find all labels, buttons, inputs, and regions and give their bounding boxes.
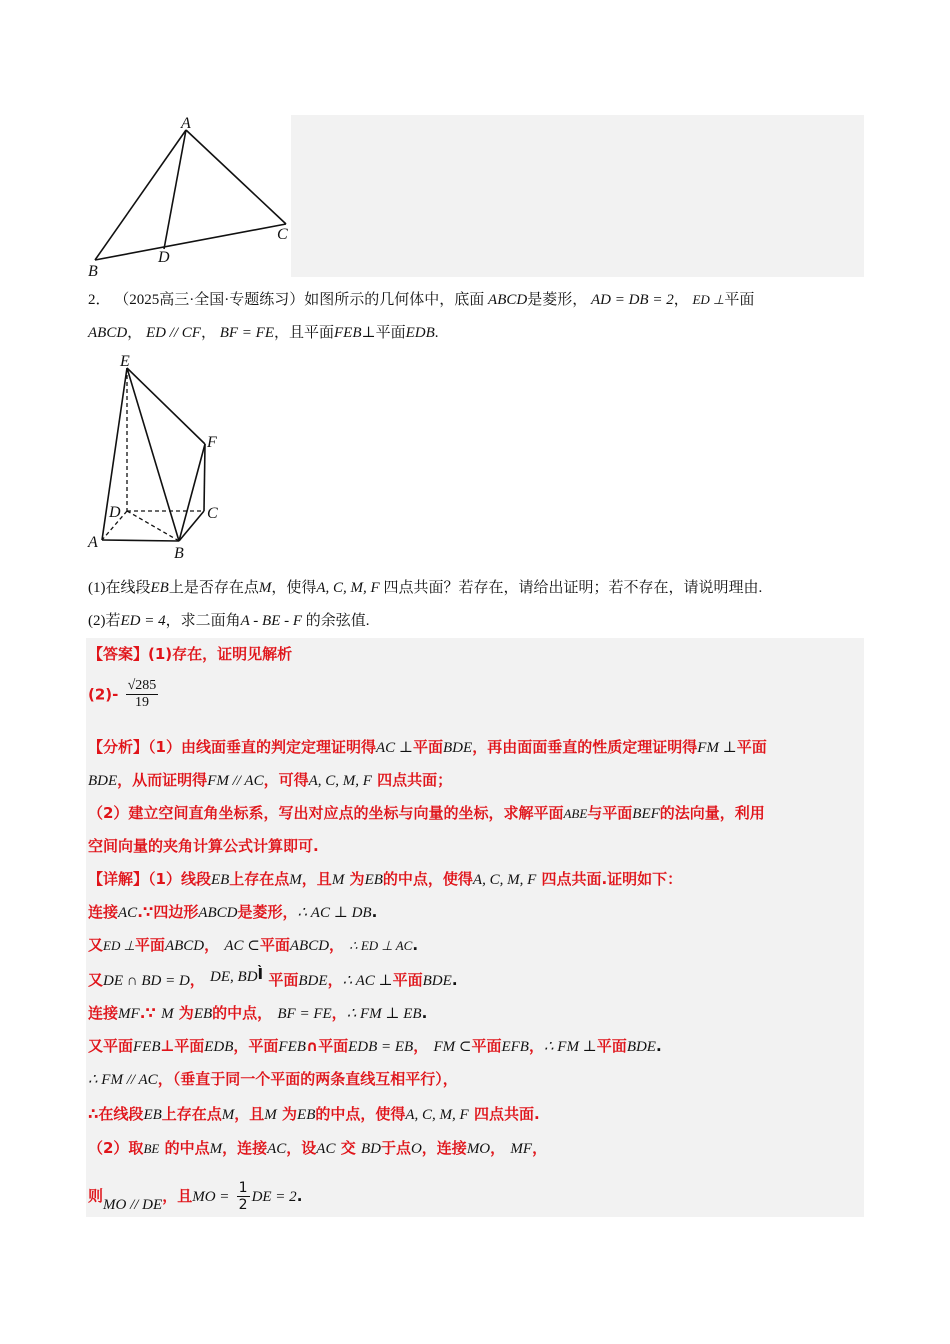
math: BDE bbox=[422, 973, 452, 989]
math: BF = FE bbox=[219, 325, 274, 341]
text: 平面 bbox=[134, 936, 165, 954]
math: EFB bbox=[501, 1039, 529, 1055]
math: DE = 2 bbox=[251, 1189, 297, 1205]
text: . bbox=[296, 1187, 303, 1205]
text: ，连接 bbox=[421, 1139, 467, 1157]
text: ， bbox=[673, 292, 689, 308]
text: ，平面 bbox=[233, 1037, 279, 1055]
text: ，且平面 bbox=[273, 325, 334, 341]
half-fraction bbox=[237, 1180, 250, 1213]
text: 交 bbox=[340, 1139, 356, 1157]
math: AC bbox=[316, 1141, 336, 1157]
text: (1)存在，证明见解析 bbox=[148, 645, 293, 663]
math: FM ⊂ bbox=[433, 1039, 472, 1055]
text: .∵四边形 bbox=[137, 903, 199, 921]
math: ED ⊥ bbox=[692, 292, 725, 307]
text: 是菱形， bbox=[237, 903, 298, 921]
text: ，可得 bbox=[263, 771, 309, 789]
text: 平面 bbox=[471, 1037, 502, 1055]
math: ED // CF bbox=[145, 325, 201, 341]
math: FEB bbox=[334, 325, 362, 341]
text: 又平面 bbox=[88, 1037, 134, 1055]
label-c: C bbox=[207, 505, 218, 522]
detail-line-7 bbox=[88, 1068, 458, 1091]
math: BF = FE bbox=[277, 1006, 332, 1022]
math: BDE bbox=[88, 773, 118, 789]
math: FEB bbox=[133, 1039, 161, 1055]
math: BDE bbox=[443, 740, 473, 756]
text: 为 bbox=[349, 870, 365, 888]
text: 平面 bbox=[596, 1037, 627, 1055]
text: ， bbox=[413, 1037, 429, 1055]
question-1 bbox=[88, 577, 762, 599]
text: 连接 bbox=[88, 903, 119, 921]
text: 四点共面. bbox=[473, 1105, 540, 1123]
text: 如图所示的几何体中，底面 bbox=[304, 292, 485, 308]
text: ， bbox=[127, 325, 143, 341]
text: 上存在点 bbox=[229, 870, 290, 888]
text: ，从而证明得 bbox=[117, 771, 208, 789]
math: ∴ AC ⊥ DB bbox=[297, 905, 372, 921]
answer-label: 【答案】 bbox=[88, 645, 149, 663]
math: BDE bbox=[626, 1039, 656, 1055]
edge-ab bbox=[95, 130, 186, 260]
label-e: E bbox=[120, 353, 130, 370]
label-d: D bbox=[158, 249, 170, 266]
math: ∴ FM ⊥ bbox=[543, 1039, 597, 1055]
math: A, C, M, F bbox=[405, 1107, 469, 1123]
denominator: 2 bbox=[238, 1197, 248, 1213]
math: FEB bbox=[278, 1039, 306, 1055]
detail-line-3 bbox=[88, 934, 418, 957]
edge-fc bbox=[204, 444, 205, 511]
text: 与平面 bbox=[587, 804, 633, 822]
label-c: C bbox=[277, 226, 288, 243]
math: MF bbox=[510, 1141, 533, 1157]
math: M bbox=[209, 1141, 223, 1157]
text: ， bbox=[490, 1139, 506, 1157]
text: ，连接 bbox=[222, 1139, 268, 1157]
math: MO // DE bbox=[103, 1197, 163, 1213]
math: M bbox=[264, 1107, 277, 1123]
text: (1)在线段 bbox=[88, 580, 151, 596]
math: DE, BD bbox=[210, 969, 258, 985]
math: ∴ AC ⊥ bbox=[342, 973, 393, 989]
text: 的法向量，利用 bbox=[659, 804, 765, 822]
solution-panel bbox=[86, 638, 864, 1217]
text: 为 bbox=[282, 1105, 298, 1123]
text: 为 bbox=[178, 1004, 194, 1022]
math: EB bbox=[210, 872, 230, 888]
math: ∴ FM ⊥ EB bbox=[346, 1006, 422, 1022]
text: 是菱形， bbox=[527, 292, 588, 308]
detail-line-8 bbox=[88, 1103, 540, 1126]
math: O bbox=[410, 1141, 422, 1157]
answer-line-2 bbox=[88, 678, 160, 711]
math: EB bbox=[150, 580, 169, 596]
detail-line-2 bbox=[88, 901, 377, 924]
text: ⊥平面 bbox=[361, 325, 406, 341]
math: DE ∩ BD = D bbox=[103, 973, 190, 989]
math: AC ⊂ bbox=[224, 938, 260, 954]
text: ，（垂直于同一个平面的两条直线互相平行）， bbox=[157, 1070, 458, 1088]
label-a: A bbox=[88, 534, 98, 551]
text: ∩平面 bbox=[305, 1037, 349, 1055]
math: EB bbox=[297, 1107, 316, 1123]
text: . bbox=[451, 971, 458, 989]
text: 平面 bbox=[268, 971, 299, 989]
text: ，使得 bbox=[271, 580, 317, 596]
text: 平面 bbox=[736, 738, 767, 756]
label-d: D bbox=[109, 504, 121, 521]
text: 的中点，使得 bbox=[315, 1105, 406, 1123]
polyhedron-figure bbox=[82, 348, 232, 563]
text: ，且 bbox=[162, 1187, 193, 1205]
math: EB bbox=[193, 1006, 213, 1022]
math: EDB bbox=[405, 325, 435, 341]
math: EDB bbox=[204, 1039, 234, 1055]
text: ，再由面面垂直的性质定理证明得 bbox=[472, 738, 698, 756]
numerator: 1 bbox=[238, 1180, 248, 1196]
text: ， bbox=[329, 936, 345, 954]
math: ABCD bbox=[289, 938, 330, 954]
math: ED ⊥ bbox=[103, 938, 135, 953]
math: MO = bbox=[192, 1189, 230, 1205]
text: 空间向量的夹角计算公式计算即可. bbox=[88, 837, 319, 855]
text: 于点 bbox=[380, 1139, 411, 1157]
text: ⊥平面 bbox=[160, 1037, 205, 1055]
detail-line-9 bbox=[88, 1137, 547, 1160]
text: 四点共面.证明如下： bbox=[541, 870, 683, 888]
problem-source: （2025高三·全国·专题练习） bbox=[114, 292, 305, 308]
text: 平面 bbox=[259, 936, 290, 954]
text: 连接 bbox=[88, 1004, 119, 1022]
math: A - BE - F bbox=[240, 613, 303, 629]
numerator: √285 bbox=[127, 678, 157, 693]
text: （1）线段 bbox=[148, 870, 211, 888]
answer-line-1 bbox=[88, 643, 292, 665]
text: 平面 bbox=[392, 971, 423, 989]
math: ABE bbox=[563, 806, 588, 821]
text: 的中点，使得 bbox=[382, 870, 473, 888]
label-b: B bbox=[88, 263, 98, 280]
detail-line-5 bbox=[88, 1002, 427, 1025]
edge-bc bbox=[95, 224, 286, 260]
text: （1）由线面垂直的判定定理证明得 bbox=[148, 738, 376, 756]
detail-line-6 bbox=[88, 1035, 662, 1058]
math: ∴ FM // AC bbox=[88, 1072, 158, 1088]
math: MO bbox=[466, 1141, 491, 1157]
text: 平面 bbox=[724, 292, 755, 308]
math: ABCD bbox=[198, 905, 238, 921]
edge-ab bbox=[102, 540, 179, 541]
math: AC bbox=[267, 1141, 287, 1157]
text: .∵ bbox=[139, 1004, 156, 1022]
problem-line-1 bbox=[88, 289, 754, 311]
math: M bbox=[221, 1107, 235, 1123]
text: ，且 bbox=[234, 1105, 265, 1123]
analysis-label: 【分析】 bbox=[88, 738, 149, 756]
text: ，且 bbox=[301, 870, 332, 888]
math: ED = 4 bbox=[120, 613, 166, 629]
math: AD = DB = 2 bbox=[590, 292, 674, 308]
math: ABCD bbox=[488, 292, 528, 308]
detail-line-4 bbox=[88, 965, 458, 992]
subset-symbol: Ì bbox=[257, 965, 264, 983]
math: BDE bbox=[298, 973, 328, 989]
detail-label: 【详解】 bbox=[88, 870, 149, 888]
text: 上存在点 bbox=[161, 1105, 222, 1123]
math: BE bbox=[143, 1141, 160, 1156]
math: ∴ ED ⊥ AC bbox=[349, 938, 413, 953]
text: ，设 bbox=[286, 1139, 317, 1157]
text: . bbox=[434, 325, 439, 341]
math: ABCD bbox=[88, 325, 128, 341]
text: 四点共面； bbox=[377, 771, 453, 789]
text: ∴在线段 bbox=[88, 1105, 144, 1123]
analysis-line-3 bbox=[88, 802, 765, 825]
analysis-line-1 bbox=[88, 736, 767, 759]
math: A, C, M, F bbox=[316, 580, 380, 596]
denominator: 19 bbox=[134, 695, 149, 710]
text: . bbox=[655, 1037, 662, 1055]
math: AC ⊥ bbox=[375, 740, 413, 756]
text: . bbox=[421, 1004, 428, 1022]
math: EB bbox=[143, 1107, 162, 1123]
text: ， bbox=[327, 971, 343, 989]
problem-number: 2． bbox=[88, 292, 111, 308]
text: ， bbox=[532, 1139, 548, 1157]
image-placeholder bbox=[291, 115, 864, 277]
text: 平面 bbox=[413, 738, 444, 756]
text: （2）取 bbox=[88, 1139, 144, 1157]
edge-ac bbox=[186, 130, 286, 224]
math: M bbox=[331, 872, 345, 888]
math: FM ⊥ bbox=[697, 740, 737, 756]
math: ABCD bbox=[164, 938, 205, 954]
text: 又 bbox=[88, 936, 104, 954]
text: 的中点 bbox=[164, 1139, 210, 1157]
text: (2)若 bbox=[88, 613, 121, 629]
answer-fraction bbox=[126, 678, 159, 711]
math: MF bbox=[118, 1006, 140, 1022]
text: ， bbox=[528, 1037, 544, 1055]
text: 又 bbox=[88, 971, 104, 989]
triangle-figure bbox=[80, 112, 300, 282]
text: . bbox=[412, 936, 419, 954]
analysis-line-4 bbox=[88, 835, 319, 857]
text: （2）建立空间直角坐标系，写出对应点的坐标与向量的坐标，求解平面 bbox=[88, 804, 564, 822]
text: 上是否存在点 bbox=[168, 580, 259, 596]
math: EDB = EB bbox=[348, 1039, 414, 1055]
text: (2)- bbox=[88, 685, 119, 704]
math: M bbox=[258, 580, 272, 596]
text: . bbox=[371, 903, 378, 921]
detail-line-10 bbox=[88, 1178, 302, 1215]
edge-ad bbox=[164, 130, 186, 249]
label-f: F bbox=[207, 434, 217, 451]
math: FM // AC bbox=[207, 773, 264, 789]
math: A, C, M, F bbox=[308, 773, 372, 789]
text: ， bbox=[189, 971, 205, 989]
text: 则 bbox=[88, 1187, 104, 1205]
label-a: A bbox=[181, 115, 191, 132]
analysis-line-2 bbox=[88, 769, 452, 792]
math: BD bbox=[360, 1141, 381, 1157]
math: M bbox=[289, 872, 302, 888]
text: ， bbox=[331, 1004, 347, 1022]
label-b: B bbox=[174, 545, 184, 562]
math: A, C, M, F bbox=[472, 872, 537, 888]
detail-line-1 bbox=[88, 868, 682, 891]
text: 四点共面？若存在，请给出证明；若不存在，请说明理由. bbox=[383, 580, 763, 596]
math: EB bbox=[364, 872, 383, 888]
question-2 bbox=[88, 610, 370, 632]
math: AC bbox=[118, 905, 138, 921]
text: 的余弦值. bbox=[305, 613, 370, 629]
math: BEF bbox=[632, 806, 660, 822]
math: M bbox=[161, 1006, 174, 1022]
text: ， bbox=[200, 325, 216, 341]
text: 的中点， bbox=[212, 1004, 273, 1022]
text: ，求二面角 bbox=[165, 613, 241, 629]
problem-line-2 bbox=[88, 322, 439, 344]
text: ， bbox=[204, 936, 220, 954]
